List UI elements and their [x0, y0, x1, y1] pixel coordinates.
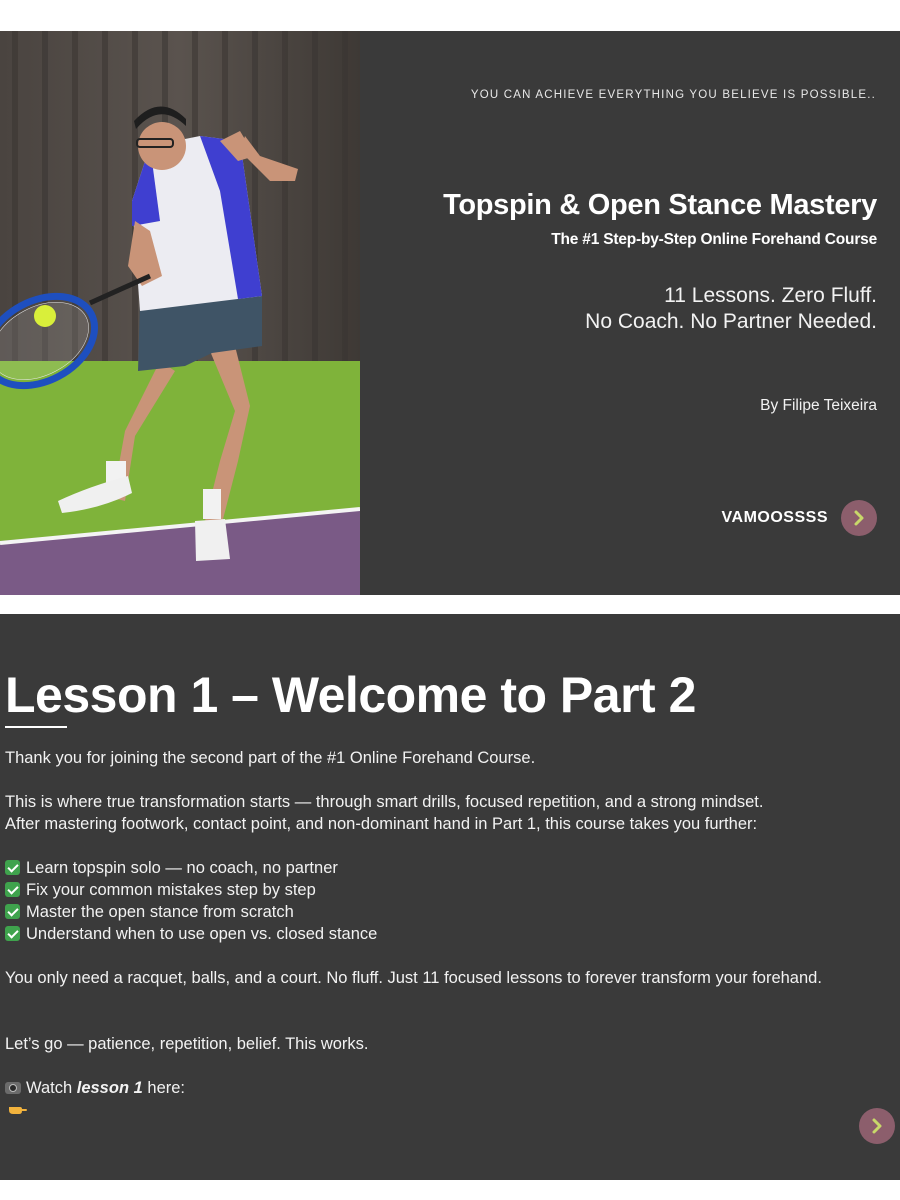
course-title: Topspin & Open Stance Mastery	[443, 189, 877, 221]
watch-lesson-line	[5, 1077, 185, 1099]
paragraph-1-line-2: After mastering footwork, contact point, and non-dominant hand in Part 1, this course takes you further:	[5, 815, 758, 833]
lesson-paragraph-1	[5, 791, 763, 835]
checklist-item	[5, 901, 377, 923]
checklist-item	[5, 879, 377, 901]
next-arrow-button[interactable]	[859, 1108, 895, 1144]
course-subtitle: The #1 Step-by-Step Online Forehand Course	[551, 231, 877, 248]
chevron-right-icon	[868, 1117, 886, 1135]
pitch-line-1: 11 Lessons. Zero Fluff.	[664, 284, 877, 307]
cta-arrow-button[interactable]	[841, 500, 877, 536]
paragraph-1-line-1: This is where true transformation starts — through smart drills, focused repetition, and a strong mindset.	[5, 793, 764, 811]
course-author: By Filipe Teixeira	[760, 397, 877, 414]
pointing-hand-icon	[8, 1103, 28, 1115]
video-camera-icon	[5, 1082, 21, 1094]
lesson-closing: Let’s go — patience, repetition, belief. This works.	[5, 1035, 369, 1053]
watch-suffix: here:	[147, 1079, 185, 1097]
tennis-player-photo	[0, 31, 360, 595]
check-mark-icon	[5, 860, 20, 875]
chevron-right-icon	[850, 509, 868, 527]
checklist-item-text: Understand when to use open vs. closed stance	[26, 925, 378, 943]
check-mark-icon	[5, 926, 20, 941]
course-pitch	[585, 283, 877, 335]
checklist-item	[5, 857, 377, 879]
watch-lesson-link[interactable]: lesson 1	[76, 1079, 143, 1097]
checklist-item	[5, 923, 377, 945]
pitch-line-2: No Coach. No Partner Needed.	[585, 310, 877, 333]
checklist-item-text: Master the open stance from scratch	[26, 903, 294, 921]
lesson-checklist	[5, 857, 377, 945]
hero-banner	[0, 31, 900, 595]
lesson-title: Lesson 1 – Welcome to Part 2	[5, 667, 696, 723]
check-mark-icon	[5, 882, 20, 897]
lesson-section	[0, 614, 900, 1180]
title-underline	[5, 726, 67, 728]
checklist-item-text: Fix your common mistakes step by step	[26, 881, 316, 899]
check-mark-icon	[5, 904, 20, 919]
hero-text-panel	[360, 31, 900, 595]
lesson-paragraph-2: You only need a racquet, balls, and a court. No fluff. Just 11 focused lessons to forever transform your forehand.	[5, 969, 822, 987]
hero-tagline: YOU CAN ACHIEVE EVERYTHING YOU BELIEVE IS POSSIBLE..	[470, 89, 876, 101]
watch-prefix: Watch	[26, 1079, 73, 1097]
checklist-item-text: Learn topspin solo — no coach, no partner	[26, 859, 338, 877]
cta-label[interactable]: VAMOOSSSS	[721, 509, 828, 526]
lesson-intro: Thank you for joining the second part of the #1 Online Forehand Course.	[5, 749, 536, 767]
